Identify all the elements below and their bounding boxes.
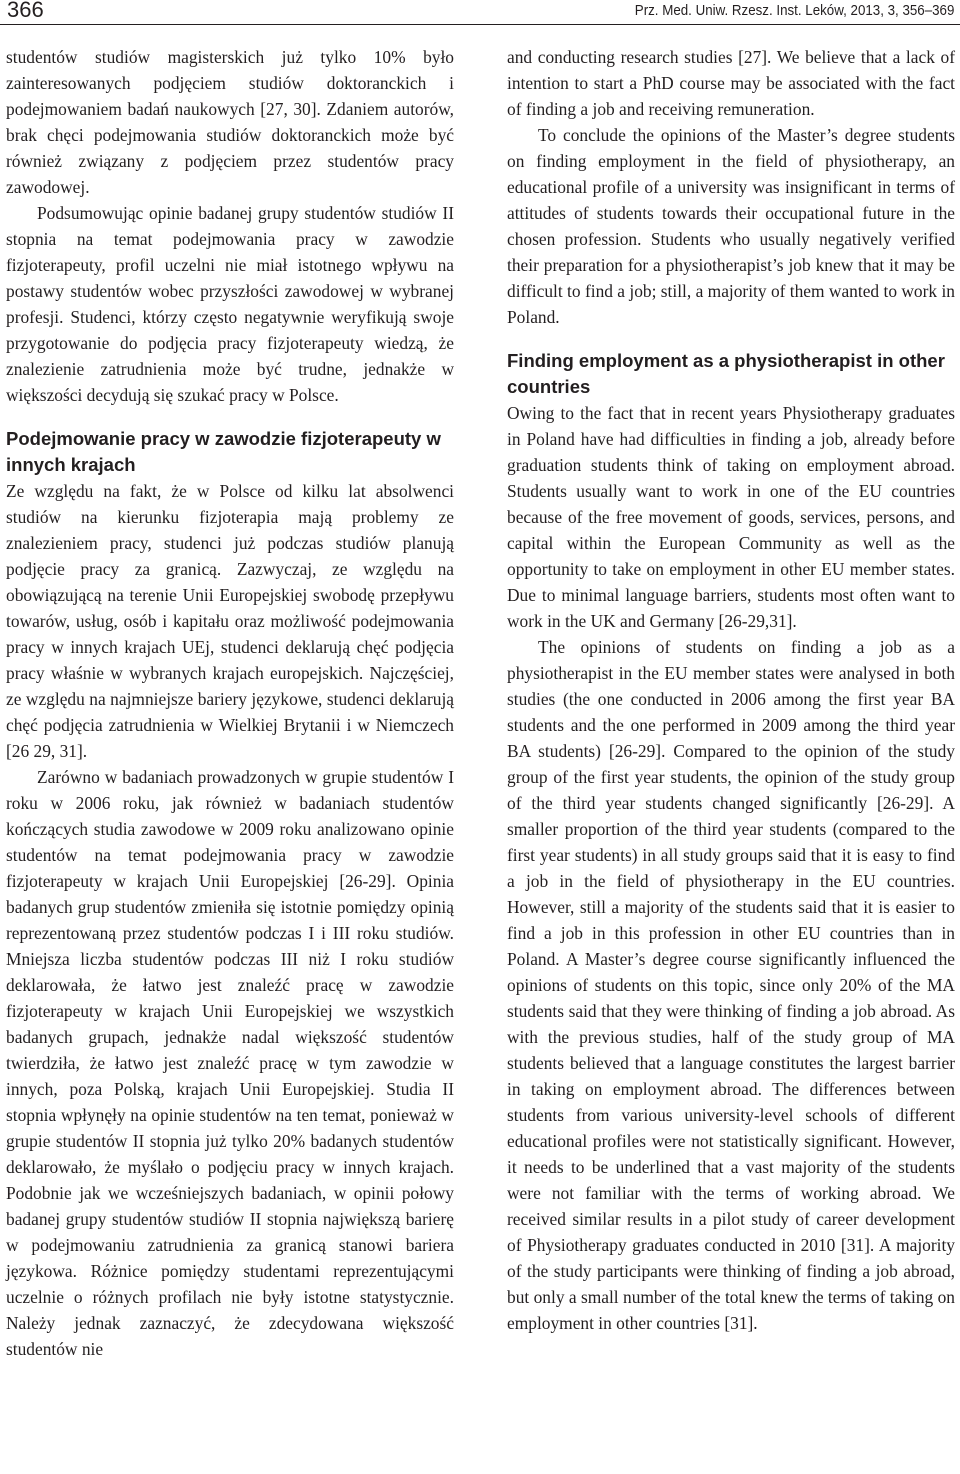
paragraph: Podsumowując opinie badanej grupy studentów studiów II stopnia na temat podejmowania pracy w zawodzie fizjoterapeuty, profil uczelni nie miał istotnego wpływu na postawy studentów wobec przyszłości zawodowej w wybranej profesji. Studenci, którzy często negatywnie weryfikują swoje przygotowanie do podjęcia pracy fizjoterapeuty wiedzą, że znalezienie zatrudnienia może być trudne, jednakże w większości decydują się szukać pracy w Polsce. — [6, 203, 454, 405]
page-header — [0, 0, 960, 25]
section-heading: Finding employment as a physiotherapist in other countries — [507, 350, 945, 397]
left-column-polish — [6, 44, 454, 1362]
journal-reference: Prz. Med. Uniw. Rzesz. Inst. Leków, 2013, 3, 356–369 — [634, 3, 954, 19]
paragraph: The opinions of students on finding a job as a physiotherapist in the EU member states were analysed in both studies (the one conducted in 2006 among the first year BA students and the one performed in 2009 among the third year BA students) [26-29]. Compared to the opinion of the study group of the first year students, the opinion of the study group of the third year students changed significantly [26-29]. A smaller proportion of the third year students (compared to the first year students) in all study groups said that it is easy to find a job in the field of physiotherapy in the EU countries. However, still a majority of the students said that it is easier to find a job in this profession in other EU countries than in Poland. A Master’s degree course significantly influenced the opinions of students on this topic, since only 20% of the MA students said that they were thinking of finding a job abroad. As with the previous studies, half of the study group of MA students believed that a language constitutes the largest barrier in taking on employment abroad. The differences between students from various university-level schools of different educational profiles were not statistically significant. However, it needs to be underlined that a vast majority of the students were not familiar with the terms of working abroad. We received similar results in a pilot study of career development of Physiotherapy graduates conducted in 2010 [31]. A majority of the study participants were thinking of finding a job abroad, but only a small number of the total knew the terms of taking on employment in other countries [31]. — [507, 637, 955, 1333]
paragraph: Owing to the fact that in recent years Physiotherapy graduates in Poland have had difficulties in finding a job, already before graduation students think of taking on employment abroad. Students usually want to work in one of the EU countries because of the free movement of goods, services, persons, and capital within the European Community as well as the opportunity to take on employment in other EU member states. Due to minimal language barriers, students most often want to work in the UK and Germany [26-29,31]. — [507, 403, 955, 631]
paragraph: Ze względu na fakt, że w Polsce od kilku lat absolwenci studiów na kierunku fizjoterapia mają problemy ze znalezieniem pracy, studenci już podczas studiów planują podjęcie pracy za granicą. Zazwyczaj, ze względu na obowiązującą na terenie Unii Europejskiej swobodę przepływu towarów, usług, osób i kapitału oraz możliwość podejmowania pracy w innych krajach UEj, studenci deklarują chęć podjęcia pracy właśnie w wybranych krajach europejskich. Najczęściej, ze względu na najmniejsze bariery językowe, studenci deklarują chęć podjęcia zatrudnienia w Wielkiej Brytanii i w Niemczech [26 29, 31]. — [6, 481, 454, 761]
paragraph: studentów studiów magisterskich już tylko 10% było zainteresowanych podjęciem studiów doktoranckich i podejmowaniem badań naukowych [27, 30]. Zdaniem autorów, brak chęci podejmowania studiów doktoranckich może być również związany z podjęciem przez studentów pracy zawodowej. — [6, 47, 454, 197]
paragraph: Zarówno w badaniach prowadzonych w grupie studentów I roku w 2006 roku, jak również w badaniach studentów kończących studia zawodowe w 2009 roku analizowano opinie studentów na temat podejmowania pracy w zawodzie fizjoterapeuty w krajach Unii Europejskiej [26-29]. Opinia badanych grup studentów zmieniła się istotnie pomiędzy opinią reprezentowaną przez studentów podczas I i III roku studiów. Mniejsza liczba studentów podczas III niż I roku studiów deklarowała, że łatwo jest znaleźć pracę w zawodzie fizjoterapeuty w krajach Unii Europejskiej we wszystkich badanych grupach, jednakże nadal większość studentów twierdziła, że łatwo jest znaleźć pracę w tym zawodzie w innych, poza Polską, krajach Unii Europejskiej. Studia II stopnia wpłynęły na opinie studentów na ten temat, ponieważ w grupie studentów II stopnia już tylko 20% badanych studentów deklarowało, że myślało o podjęciu pracy w innych krajach. Podobnie jak we wcześniejszych badaniach, w opinii połowy badanej grupy studentów studiów II stopnia największą barierę w podejmowaniu zatrudnienia za granicą stanowi bariera językowa. Różnice pomiędzy studentami reprezentującymi uczelnie o różnych profilach nie były istotne statystycznie. Należy jednak zaznaczyć, że zdecydowana większość studentów nie — [6, 767, 454, 1359]
page-number: 366 — [7, 0, 44, 22]
section-heading: Podejmowanie pracy w zawodzie fizjoterapeuty w innych krajach — [6, 428, 441, 475]
paragraph: To conclude the opinions of the Master’s degree students on finding employment in the field of physiotherapy, an educational profile of a university was insignificant in terms of attitudes of students towards their occupational future in the chosen profession. Students who usually negatively verified their preparation for a physiotherapist’s job knew that it may be difficult to find a job; still, a majority of them wanted to work in Poland. — [507, 125, 955, 327]
paragraph: and conducting research studies [27]. We believe that a lack of intention to start a PhD course may be associated with the fact of finding a job and receiving remuneration. — [507, 47, 955, 119]
right-column-english — [507, 44, 955, 1336]
